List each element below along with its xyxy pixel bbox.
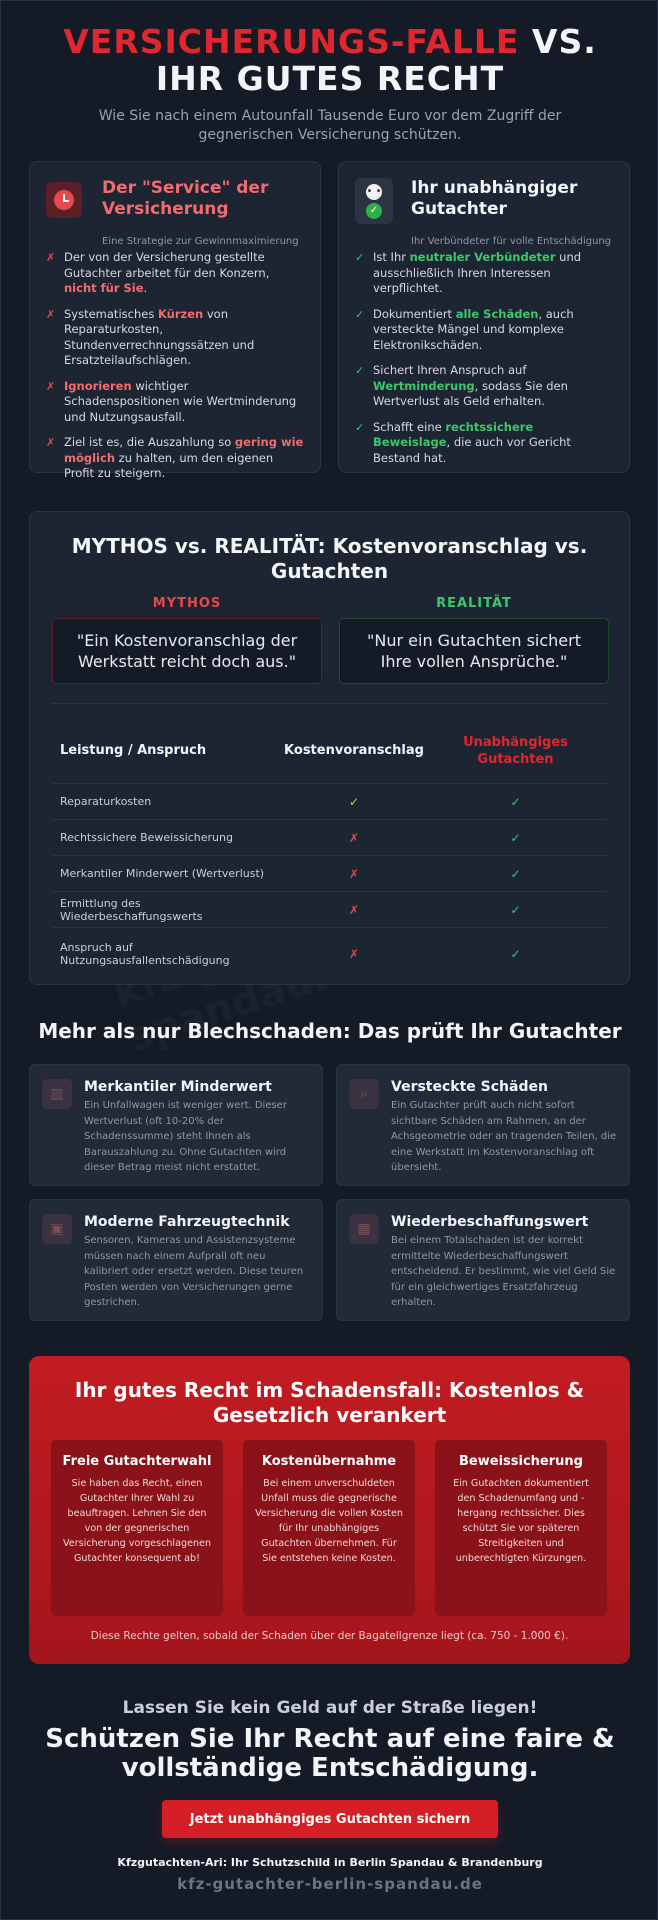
check-icon: ✓: [355, 251, 365, 264]
cta-button[interactable]: Jetzt unabhängiges Gutachten sichern: [162, 1800, 498, 1838]
list-item-text: Sichert Ihren Anspruch auf: [373, 363, 527, 377]
face-icon: • •: [366, 184, 382, 200]
table-row: [52, 892, 607, 928]
check-icon: ✓: [355, 307, 365, 321]
insurer-list-item: [46, 435, 304, 482]
check-card: [29, 1064, 323, 1186]
check-card-title: Versteckte Schäden: [391, 1079, 548, 1095]
list-item-highlight: rechtssichere Beweislage: [373, 419, 534, 449]
calculator-icon: ▦: [349, 1214, 379, 1244]
insurer-list-item: [46, 250, 304, 297]
table-header-appraisal: Unabhängiges Gutachten: [463, 734, 568, 767]
table-header-service: Leistung / Anspruch: [60, 743, 207, 758]
hero-title-red: VERSICHERUNGS-FALLE: [63, 22, 520, 61]
table-header-estimate: Kostenvoranschlag: [284, 743, 424, 758]
check-card: [29, 1199, 323, 1321]
expert-icon: [355, 178, 393, 224]
expert-list-item: [355, 250, 613, 297]
clock-icon: [46, 182, 82, 218]
table-cell-service: Reparaturkosten: [60, 795, 152, 808]
list-item-text: , auch versteckte Mängel und komplexe Elektronikschäden.: [373, 306, 574, 352]
expert-card: [338, 161, 630, 473]
insurer-list-item: [46, 307, 304, 369]
table-cell-service: Merkantiler Minderwert (Wertverlust): [60, 867, 265, 880]
insurer-list: [46, 250, 304, 492]
rights-box-title: Freie Gutachterwahl: [62, 1454, 212, 1469]
hero-subtitle: Wie Sie nach einem Autounfall Tausende Euro vor dem Zugriff der gegnerischen Versicherung schützen.: [98, 108, 562, 143]
comparison-table: [52, 718, 607, 980]
check-circle-icon: ✓: [366, 203, 382, 219]
list-item-text: wichtiger Schadenspositionen wie Wertminderung und Nutzungsausfall.: [64, 378, 297, 424]
expert-list-item: [355, 420, 613, 467]
table-cell-service: Ermittlung des Wiederbeschaffungswerts: [60, 896, 203, 923]
reality-quote: "Nur ein Gutachten sichert Ihre vollen Ansprüche.": [339, 618, 609, 684]
myth-reality-title: MYTHOS vs. REALITÄT: Kostenvoranschlag vs. Gutachten: [71, 534, 588, 583]
checks-title: Mehr als nur Blechschaden: Das prüft Ihr Gutachter: [38, 1019, 622, 1043]
cross-icon: ✗: [46, 436, 56, 449]
table-cell-service: Rechtssichere Beweissicherung: [60, 831, 233, 844]
list-item-text: Systematisches: [64, 306, 158, 321]
list-item-text: Der von der Versicherung gestellte Gutachter arbeitet für den Konzern,: [64, 250, 270, 280]
rights-box-title: Kostenübernahme: [261, 1454, 397, 1469]
check-icon: ✓: [510, 947, 521, 961]
list-item-text: Ziel ist es, die Auszahlung so: [64, 435, 235, 449]
rights-box-costs: [243, 1440, 415, 1616]
hero-title-line2: IHR GUTES RECHT: [155, 59, 505, 98]
hero: [1, 23, 658, 145]
check-card-title: Merkantiler Minderwert: [84, 1079, 272, 1095]
rights-box-text: Sie haben das Recht, einen Gutachter Ihrer Wahl zu beauftragen. Lehnen Sie den von der gegnerischen Versicherung vorgeschlagenen Gutachter konsequent ab!: [62, 1478, 212, 1564]
rights-box-text: Bei einem unverschuldeten Unfall muss die gegnerische Versicherung die vollen Kosten für Ihr unabhängiges Gutachten übernehmen. Für Sie entstehen keine Kosten.: [255, 1478, 403, 1564]
expert-card-header: [355, 178, 617, 247]
check-card: [336, 1064, 630, 1186]
expert-list-item: [355, 363, 613, 410]
insurer-card-title: Der "Service" der Versicherung: [102, 178, 269, 219]
hero-title-vs: VS.: [531, 22, 597, 61]
check-card-text: Sensoren, Kameras und Assistenzsysteme müssen nach einem Aufprall oft neu kalibriert oder ersetzt werden. Diese teuren Posten werden von Versicherungen gerne gestrichen.: [84, 1235, 304, 1308]
cross-icon: ✗: [46, 307, 56, 321]
check-card-text: Ein Unfallwagen ist weniger wert. Dieser Wertverlust (oft 10-20% der Schadenssumme) steht Ihnen als Barauszahlung zu. Ohne Gutachten wird dieser Betrag meist nicht erstattet.: [84, 1100, 287, 1173]
rights-box-evidence: [435, 1440, 607, 1616]
expert-list-item: [355, 307, 613, 354]
cross-icon: ✗: [348, 947, 360, 961]
list-item-text: Dokumentiert: [373, 306, 456, 321]
rights-section: [29, 1356, 630, 1664]
expert-card-tagline: Ihr Verbündeter für volle Entschädigung: [411, 236, 612, 247]
cross-icon: ✗: [348, 830, 360, 845]
check-card-text: Ein Gutachter prüft auch nicht sofort sichtbare Schäden am Rahmen, an der Achsgeometrie oder an tragenden Teilen, die eine Werkstatt im Kostenvoranschlag oft übersieht.: [391, 1100, 617, 1173]
check-icon: ✓: [355, 420, 365, 434]
list-item-text: und ausschließlich Ihren Interessen verpflichtet.: [373, 250, 582, 295]
table-row: [52, 820, 607, 856]
myth-reality-section: [29, 511, 630, 985]
check-icon: ✓: [510, 830, 521, 845]
magnifier-icon: ⌕: [349, 1079, 379, 1109]
myth-quote: "Ein Kostenvoranschlag der Werkstatt reicht doch aus.": [52, 618, 322, 684]
chart-icon: ▥: [42, 1079, 72, 1109]
check-icon: ✓: [510, 902, 521, 917]
table-cell-service: Anspruch auf Nutzungsausfallentschädigung: [60, 941, 230, 967]
list-item-highlight: gering wie möglich: [64, 435, 304, 465]
check-card-title: Moderne Fahrzeugtechnik: [84, 1214, 290, 1230]
chip-icon: ▣: [42, 1214, 72, 1244]
list-item-highlight: alle Schäden: [455, 306, 539, 321]
expert-list: [355, 250, 613, 476]
check-card: [336, 1199, 630, 1321]
insurer-card-header: [46, 178, 308, 247]
list-item-text: von Reparaturkosten, Stundenverrechnungssätzen und Ersatzteilaufschlägen.: [64, 306, 255, 367]
table-body: [52, 784, 607, 980]
check-card-text: Bei einem Totalschaden ist der korrekt ermittelte Wiederbeschaffungswert entscheidend. Er bestimmt, wie viel Geld Sie für ein gleichwertiges Ersatzfahrzeug erhalten.: [391, 1235, 616, 1308]
check-icon: ✓: [355, 364, 365, 377]
hero-title: [1, 23, 658, 97]
footer-domain-link[interactable]: kfz-gutachter-berlin-spandau.de: [177, 1875, 483, 1893]
rights-box-text: Ein Gutachten dokumentiert den Schadenumfang und -hergang rechtssicher. Dies schützt Sie vor späteren Streitigkeiten und unberechtigten Kürzungen.: [453, 1478, 589, 1564]
cross-icon: ✗: [46, 251, 56, 264]
rights-note: Diese Rechte gelten, sobald der Schaden über der Bagatellgrenze liegt (ca. 750 - 1.000 €).: [90, 1630, 569, 1642]
list-item-highlight: Ignorieren: [64, 378, 132, 393]
check-icon: ✓: [510, 866, 521, 881]
cross-icon: ✗: [348, 866, 360, 881]
list-item-text: Ist Ihr: [373, 250, 410, 264]
table-row: [52, 856, 607, 892]
list-item-text: zu halten, um den eigenen Profit zu steigern.: [64, 450, 274, 480]
footer-tagline: Kfzgutachten-Ari: Ihr Schutzschild in Berlin Spandau & Brandenburg: [117, 1856, 543, 1869]
list-item-highlight: nicht für Sie: [64, 281, 144, 295]
table-row: [52, 928, 607, 980]
check-icon: ✓: [510, 794, 521, 809]
expert-card-title: Ihr unabhängiger Gutachter: [411, 178, 578, 219]
table-row: [52, 784, 607, 820]
rights-box-free-choice: [51, 1440, 223, 1616]
cta-subtitle: Lassen Sie kein Geld auf der Straße liegen!: [122, 1698, 538, 1718]
list-item-text: , sodass Sie den Wertverlust als Geld erhalten.: [373, 378, 568, 408]
rights-box-title: Beweissicherung: [459, 1454, 583, 1469]
list-item-text: .: [143, 281, 148, 295]
insurer-list-item: [46, 379, 304, 426]
myth-label: MYTHOS: [152, 596, 222, 611]
insurer-card: [29, 161, 321, 480]
cta-headline: Schützen Sie Ihr Recht auf eine faire & vollständige Entschädigung.: [45, 1724, 615, 1783]
list-item-highlight: neutraler Verbündeter: [409, 250, 556, 264]
rights-title: Ihr gutes Recht im Schadensfall: Kostenlos & Gesetzlich verankert: [74, 1378, 585, 1427]
cross-icon: ✗: [348, 902, 360, 917]
insurer-card-tagline: Eine Strategie zur Gewinnmaximierung: [102, 236, 299, 247]
divider: [52, 703, 607, 704]
list-item-highlight: Kürzen: [157, 306, 204, 321]
list-item-text: Schafft eine: [373, 419, 446, 434]
list-item-highlight: Wertminderung: [373, 378, 475, 393]
check-card-title: Wiederbeschaffungswert: [391, 1214, 589, 1230]
list-item-text: , die auch vor Gericht Bestand hat.: [373, 435, 571, 465]
reality-label: REALITÄT: [436, 596, 512, 611]
cross-icon: ✗: [46, 379, 56, 393]
table-header-row: [52, 718, 607, 784]
check-icon: ✓: [348, 794, 360, 809]
